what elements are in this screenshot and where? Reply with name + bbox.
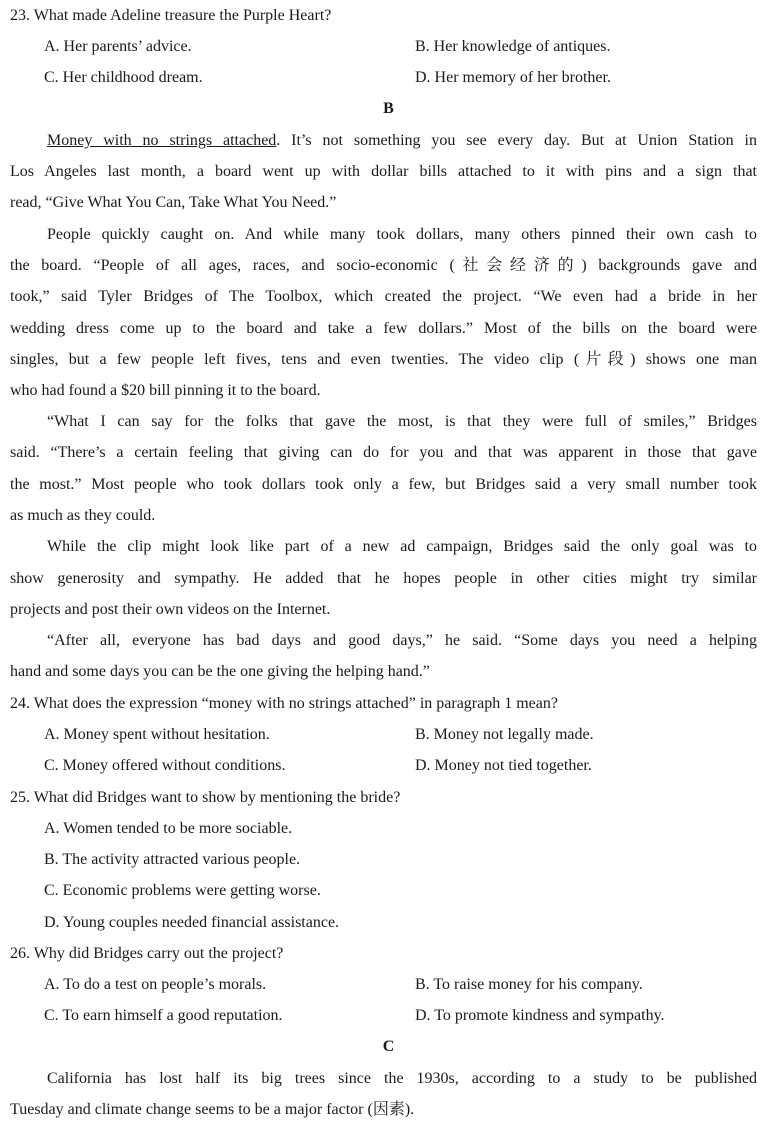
passage-c-line-2: Tuesday and climate change seems to be a major factor (因素).	[10, 1101, 415, 1118]
passage-b-line-1-rest: . It’s not something you see every day. But at Union Station in	[276, 132, 757, 149]
q25-option-c: C. Economic problems were getting worse.	[44, 882, 321, 899]
q26-option-c: C. To earn himself a good reputation.	[44, 1007, 283, 1024]
passage-b-line-9: who had found a $20 bill pinning it to the board.	[10, 382, 321, 399]
q25-stem: 25. What did Bridges want to show by mentioning the bride?	[10, 789, 401, 806]
q24-stem: 24. What does the expression “money with no strings attached” in paragraph 1 mean?	[10, 695, 558, 712]
passage-b-line-3: read, “Give What You Can, Take What You Need.”	[10, 194, 337, 211]
underlined-phrase: Money with no strings attached	[47, 132, 277, 149]
q23-stem: 23. What made Adeline treasure the Purple Heart?	[10, 7, 332, 24]
passage-b-line-1	[47, 125, 757, 156]
passage-b-line-4: People quickly caught on. And while many took dollars, many others pinned their own cash to	[47, 226, 757, 243]
q25-option-a: A. Women tended to be more sociable.	[44, 820, 293, 837]
q23-option-c: C. Her childhood dream.	[44, 69, 203, 86]
passage-b-line-13: as much as they could.	[10, 507, 156, 524]
q25-option-b: B. The activity attracted various people.	[44, 851, 301, 868]
passage-b-line-17: “After all, everyone has bad days and good days,” he said. “Some days you need a helping	[47, 632, 757, 649]
passage-b-line-15: show generosity and sympathy. He added that he hopes people in other cities might try similar	[10, 570, 757, 587]
q23-option-a: A. Her parents’ advice.	[44, 38, 192, 55]
passage-b-line-7: wedding dress come up to the board and take a few dollars.” Most of the bills on the board were	[10, 320, 757, 337]
passage-b-line-18: hand and some days you can be the one giving the helping hand.”	[10, 663, 430, 680]
q24-option-d: D. Money not tied together.	[415, 757, 592, 774]
passage-b-line-16: projects and post their own videos on the Internet.	[10, 601, 331, 618]
passage-b-line-8: singles, but a few people left fives, tens and even twenties. The video clip (片段) shows one man	[10, 351, 757, 368]
passage-c-line-1: California has lost half its big trees since the 1930s, according to a study to be published	[47, 1070, 757, 1087]
q26-option-b: B. To raise money for his company.	[415, 976, 643, 993]
q26-stem: 26. Why did Bridges carry out the project?	[10, 945, 284, 962]
passage-b-line-10: “What I can say for the folks that gave the most, is that they were full of smiles,” Bridges	[47, 413, 757, 430]
passage-b-line-2: Los Angeles last month, a board went up with dollar bills attached to it with pins and a sign that	[10, 163, 757, 180]
passage-b-line-14: While the clip might look like part of a new ad campaign, Bridges said the only goal was to	[47, 538, 757, 555]
section-c-heading: C	[382, 1038, 395, 1055]
passage-b-line-6: took,” said Tyler Bridges of The Toolbox, which created the project. “We even had a bride in her	[10, 288, 757, 305]
q24-option-b: B. Money not legally made.	[415, 726, 594, 743]
q26-option-d: D. To promote kindness and sympathy.	[415, 1007, 665, 1024]
passage-b-line-5: the board. “People of all ages, races, and socio-economic (社会经济的) backgrounds gave and	[10, 257, 757, 274]
passage-b-line-12: the most.” Most people who took dollars took only a few, but Bridges said a very small number took	[10, 476, 757, 493]
section-b-heading: B	[383, 100, 394, 117]
q23-option-b: B. Her knowledge of antiques.	[415, 38, 611, 55]
q23-option-d: D. Her memory of her brother.	[415, 69, 611, 86]
q26-option-a: A. To do a test on people’s morals.	[44, 976, 267, 993]
q25-option-d: D. Young couples needed financial assistance.	[44, 914, 340, 931]
passage-b-line-11: said. “There’s a certain feeling that giving can do for you and that was apparent in those that gave	[10, 444, 757, 461]
q24-option-c: C. Money offered without conditions.	[44, 757, 286, 774]
q24-option-a: A. Money spent without hesitation.	[44, 726, 270, 743]
